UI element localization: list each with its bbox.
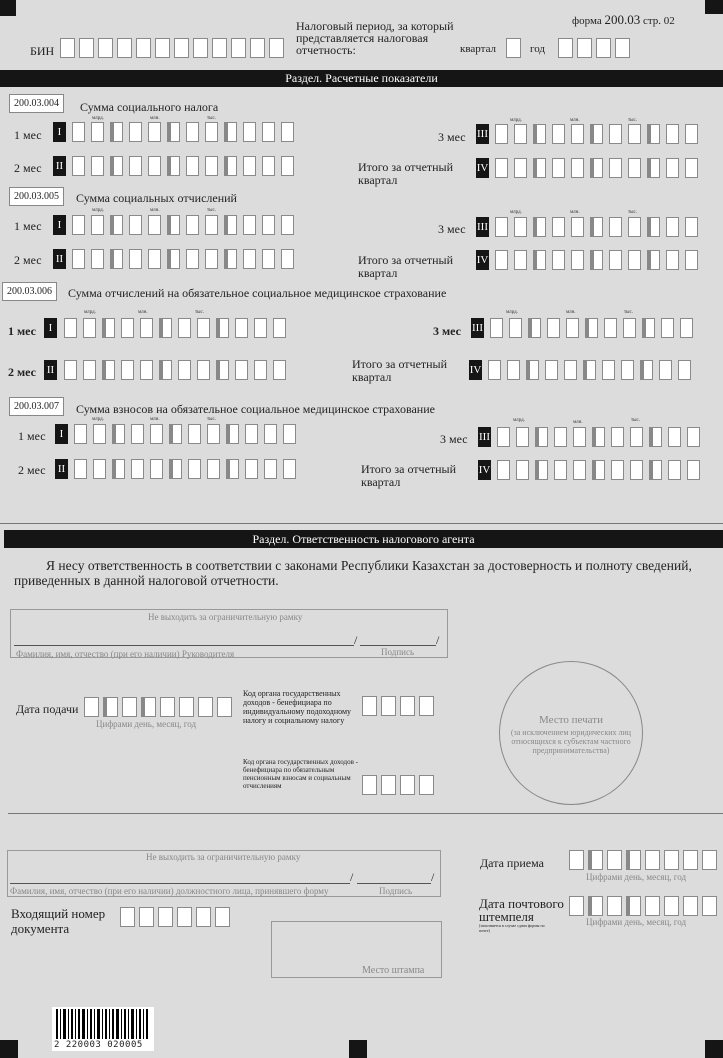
section-calc-bar: Раздел. Расчетные показатели [0, 70, 723, 87]
month3-label: 3 мес [433, 324, 461, 338]
unit-bln: млрд. [92, 116, 104, 121]
sum-field-a-total[interactable] [495, 158, 704, 178]
divider [8, 813, 723, 814]
month2-label: 2 мес [14, 161, 42, 175]
roman-iii: III [476, 217, 489, 237]
barcode-bars [52, 1007, 154, 1041]
code-200-03-006: 200.03.006 [2, 282, 57, 301]
signature-caption: Подпись [381, 647, 415, 657]
roman-iv: IV [476, 158, 489, 178]
total-quarter-label: Итого за отчетный квартал [352, 357, 448, 384]
bin-field[interactable] [60, 38, 288, 58]
unit-mln: млн. [566, 310, 576, 315]
org-code-income-label: Код органа государственных доходов - бенефициара по индивидуальному подоходному налогу и социальному налогу [243, 689, 352, 725]
form-word: форма [572, 15, 602, 27]
head-signature-line[interactable] [360, 645, 436, 646]
year-field[interactable] [558, 38, 634, 58]
month1-label: 1 мес [14, 219, 42, 233]
postmark-note: (заполняется в случае сдачи формы по почте) [479, 923, 545, 933]
official-name-line[interactable] [10, 883, 350, 884]
corner-mark-top-left [0, 0, 16, 16]
month2-label: 2 мес [18, 463, 46, 477]
slash: / [354, 633, 358, 647]
receipt-date-field[interactable] [569, 850, 721, 870]
date-hint: Цифрами день, месяц, год [586, 872, 687, 882]
receipt-date-label: Дата приема [480, 856, 544, 870]
roman-ii: II [44, 360, 57, 380]
org-code-income-field[interactable] [362, 696, 438, 716]
month3-label: 3 мес [440, 432, 468, 446]
code-200-03-004: 200.03.004 [9, 94, 64, 113]
month1-label: 1 мес [14, 128, 42, 142]
unit-ths: тыс. [207, 417, 217, 422]
signature-caption: Подпись [379, 886, 413, 896]
date-hint: Цифрами день, месяц, год [96, 719, 197, 729]
corner-mark-bottom-right [705, 1040, 723, 1058]
bin-label: БИН [30, 44, 55, 58]
sum-field-c-total[interactable] [488, 360, 697, 380]
row-title-social-contributions: Сумма социальных отчислений [76, 191, 237, 205]
sum-field-a-m1[interactable] [72, 122, 300, 142]
unit-mln: млн. [570, 118, 580, 123]
slash: / [350, 870, 354, 884]
total-quarter-label: Итого за отчетный квартал [361, 462, 457, 489]
roman-iv: IV [476, 250, 489, 270]
postmark-date-field[interactable] [569, 896, 721, 916]
unit-mln: млн. [570, 210, 580, 215]
slash: / [436, 633, 440, 647]
month3-label: 3 мес [438, 130, 466, 144]
roman-iii: III [478, 427, 491, 447]
sum-field-c-m3[interactable] [490, 318, 699, 338]
quarter-field[interactable] [506, 38, 525, 58]
roman-ii: II [53, 156, 66, 176]
roman-i: I [55, 424, 68, 444]
official-signature-line[interactable] [357, 883, 431, 884]
sum-field-a-m3[interactable] [495, 124, 704, 144]
month1-label: 1 мес [8, 324, 36, 338]
org-code-pension-label: Код органа государственных доходов - бенефициара по обязательным пенсионным взносам и социальным отчислениям [243, 758, 358, 790]
barcode [52, 1007, 154, 1051]
seal-note: (за исключением юридических лиц относящихся к субъектам частного предпринимательства) [510, 728, 632, 755]
total-quarter-label: Итого за отчетный квартал [358, 253, 454, 280]
unit-bln: млрд. [510, 118, 522, 123]
sum-field-d-m3[interactable] [497, 427, 706, 447]
stamp-label: Место штампа [362, 965, 425, 976]
sum-field-a-m2[interactable] [72, 156, 300, 176]
month1-label: 1 мес [18, 429, 46, 443]
sum-field-d-m2[interactable] [74, 459, 302, 479]
roman-ii: II [53, 249, 66, 269]
roman-i: I [53, 215, 66, 235]
head-name-line[interactable] [14, 645, 354, 646]
unit-bln: млрд. [513, 418, 525, 423]
unit-bln: млрд. [92, 417, 104, 422]
sum-field-d-m1[interactable] [74, 424, 302, 444]
sum-field-b-m2[interactable] [72, 249, 300, 269]
unit-bln: млрд. [510, 210, 522, 215]
submit-date-field[interactable] [84, 697, 236, 717]
period-title: Налоговый период, за который представляется налоговая отчетность: [296, 19, 454, 57]
section-responsibility-bar: Раздел. Ответственность налогового агента [4, 530, 723, 548]
month3-label: 3 мес [438, 222, 466, 236]
head-name-caption: Фамилия, имя, отчество (при его наличии) Руководителя [16, 649, 235, 659]
incoming-number-label: Входящий номер документа [11, 906, 106, 936]
code-200-03-005: 200.03.005 [9, 187, 64, 206]
roman-i: I [44, 318, 57, 338]
divider [0, 523, 723, 524]
unit-ths: тыс. [207, 208, 217, 213]
form-label [572, 12, 675, 28]
date-hint: Цифрами день, месяц, год [586, 917, 687, 927]
no-exceed-note: Не выходить за ограничительную рамку [146, 852, 301, 862]
unit-bln: млрд. [506, 310, 518, 315]
org-code-pension-field[interactable] [362, 775, 438, 795]
roman-iv: IV [478, 460, 491, 480]
official-name-caption: Фамилия, имя, отчество (при его наличии) должностного лица, принявшего форму [10, 886, 329, 896]
corner-mark-bottom-mid [349, 1040, 367, 1058]
sum-field-b-m1[interactable] [72, 215, 300, 235]
corner-mark-top-right [705, 0, 723, 14]
roman-iii: III [476, 124, 489, 144]
sum-field-c-m2[interactable] [64, 360, 292, 380]
roman-i: I [53, 122, 66, 142]
sum-field-b-m3[interactable] [495, 217, 704, 237]
incoming-number-field[interactable] [120, 907, 234, 927]
month2-label: 2 мес [14, 253, 42, 267]
unit-ths: тыс. [628, 118, 638, 123]
sum-field-b-total[interactable] [495, 250, 704, 270]
postmark-date-label: Дата почтового штемпеля [479, 896, 564, 924]
unit-ths: тыс. [624, 310, 634, 315]
row-title-social-tax: Сумма социального налога [80, 100, 219, 114]
sum-field-c-m1[interactable] [64, 318, 292, 338]
barcode-number: 2 220003 020005 [54, 1040, 143, 1050]
unit-ths: тыс. [207, 116, 217, 121]
roman-iii: III [471, 318, 484, 338]
unit-ths: тыс. [631, 418, 641, 423]
code-200-03-007: 200.03.007 [9, 397, 64, 416]
page-number: стр. 02 [642, 15, 675, 27]
unit-mln: млн. [150, 417, 160, 422]
unit-ths: тыс. [628, 210, 638, 215]
no-exceed-note: Не выходить за ограничительную рамку [148, 612, 303, 622]
total-quarter-label: Итого за отчетный квартал [358, 160, 454, 187]
unit-mln: млн. [138, 310, 148, 315]
quarter-label: квартал [460, 43, 497, 55]
corner-mark-bottom-left [0, 1040, 18, 1058]
seal-label: Место печати [539, 714, 603, 726]
slash: / [431, 870, 435, 884]
submit-date-label: Дата подачи [16, 702, 79, 716]
unit-mln: млн. [150, 208, 160, 213]
unit-bln: млрд. [92, 208, 104, 213]
form-code: 200.03 [604, 12, 641, 27]
month2-label: 2 мес [8, 365, 36, 379]
row-title-osms-contributions: Сумма взносов на обязательное социальное медицинское страхование [76, 402, 435, 416]
unit-mln: млн. [150, 116, 160, 121]
unit-ths: тыс. [195, 310, 205, 315]
responsibility-statement: Я несу ответственность в соответствии с законами Республики Казахстан за достоверность и полноту сведений, приведенных в данной налоговой отчетности. [14, 558, 692, 588]
year-label: год [530, 43, 546, 55]
unit-bln: млрд. [84, 310, 96, 315]
row-title-osms-deductions: Сумма отчислений на обязательное социальное медицинское страхование [68, 286, 447, 300]
unit-mln: млн. [573, 420, 583, 425]
roman-ii: II [55, 459, 68, 479]
sum-field-d-total[interactable] [497, 460, 706, 480]
roman-iv: IV [469, 360, 482, 380]
